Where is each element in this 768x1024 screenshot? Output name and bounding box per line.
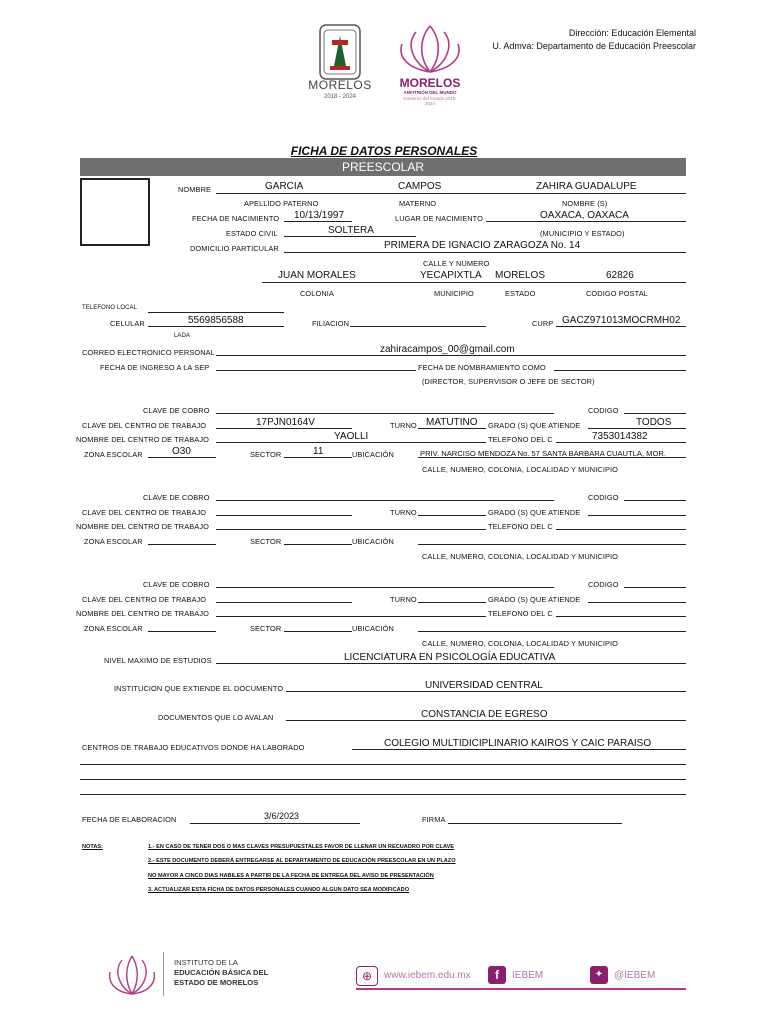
zona-label: ZONA ESCOLAR [84, 450, 143, 459]
nombre-label: NOMBRE [178, 185, 212, 194]
note-item: 1.- EN CASO DE TENER DOS O MAS CLAVES PRESUPUESTALES FAVOR DE LLENAR UN RECUADRO POR CLAVE [148, 844, 455, 850]
firma-label: FIRMA [422, 815, 446, 824]
curp-label: CURP [532, 319, 554, 328]
zona-label: ZONA ESCOLAR [84, 537, 143, 546]
grado-label: GRADO (S) QUE ATIENDE [488, 508, 581, 517]
twitter-link[interactable]: @IEBEM [614, 970, 656, 981]
celular-value[interactable]: 5569856588 [188, 315, 244, 326]
fecha-nombramiento-label: FECHA DE NOMBRAMIENTO COMO [418, 363, 546, 372]
institute-line-2: EDUCACIÓN BÁSICA DEL [174, 968, 269, 977]
colonia-value[interactable]: JUAN MORALES [278, 270, 356, 281]
brand-name: MORELOS [399, 76, 461, 90]
telefono-local-label: TELEFONO LOCAL [82, 305, 138, 311]
estado-label: ESTADO [505, 289, 536, 298]
turno-value[interactable]: MATUTINO [426, 417, 478, 428]
note-item: 3. ACTUALIZAR ESTA FICHA DE DATOS PERSONALES CUANDO ALGUN DATO SEA MODIFICADO [148, 887, 410, 893]
estado-civil-value[interactable]: SOLTERA [328, 225, 374, 236]
calle-info-label: CALLE, NUMERO, COLONIA, LOCALIDAD Y MUNICIPIO [422, 552, 619, 561]
celular-label: CELULAR [110, 319, 145, 328]
turno-label: TURNO [390, 421, 417, 430]
direccion-text: Dirección: Educación Elemental [568, 28, 696, 38]
domicilio-value[interactable]: PRIMERA DE IGNACIO ZARAGOZA No. 14 [384, 240, 581, 251]
turno-label: TURNO [390, 508, 417, 517]
curp-value[interactable]: GACZ971013MOCRMH02 [562, 315, 681, 326]
flower-icon [392, 22, 468, 78]
facebook-icon[interactable]: f [488, 966, 506, 984]
footer-logo [104, 952, 160, 998]
clave-cobro-label: CLAVE DE COBRO [143, 580, 210, 589]
telefono-centro-label: TELEFONO DEL C [488, 522, 553, 531]
nombre-centro-label: NOMBRE DEL CENTRO DE TRABAJO [76, 609, 209, 618]
codigo-label: CODIGO [588, 493, 619, 502]
footer-divider [163, 952, 164, 996]
correo-value[interactable]: zahiracampos_00@gmail.com [380, 344, 515, 355]
nombres-label: NOMBRE (S) [562, 199, 608, 208]
nombres-value[interactable]: ZAHIRA GUADALUPE [536, 181, 637, 192]
form-title: FICHA DE DATOS PERSONALES [290, 144, 478, 158]
nombre-centro-label: NOMBRE DEL CENTRO DE TRABAJO [76, 435, 209, 444]
section-band: PREESCOLAR [80, 158, 686, 176]
zona-label: ZONA ESCOLAR [84, 624, 143, 633]
zona-value[interactable]: O30 [172, 446, 191, 457]
calle-info-label: CALLE, NUMERO, COLONIA, LOCALIDAD Y MUNICIPIO [422, 639, 619, 648]
lugar-nacimiento-value[interactable]: OAXACA, OAXACA [540, 210, 629, 221]
municipio-estado-label: (MUNICIPIO Y ESTADO) [540, 229, 625, 238]
fecha-elaboracion-label: FECHA DE ELABORACION [82, 815, 177, 824]
clave-cobro-label: CLAVE DE COBRO [143, 493, 210, 502]
nombre-centro-value[interactable]: YAOLLI [334, 431, 369, 442]
clave-centro-label: CLAVE DEL CENTRO DE TRABAJO [82, 421, 207, 430]
centros-label: CENTROS DE TRABAJO EDUCATIVOS DONDE HA LABORADO [82, 743, 305, 752]
calle-info-label: CALLE, NUMERO, COLONIA, LOCALIDAD Y MUNICIPIO [422, 465, 619, 474]
apellido-paterno-label: APELLIDO PATERNO [244, 199, 319, 208]
fecha-ingreso-label: FECHA DE INGRESO A LA SEP [100, 363, 210, 372]
ubicacion-label: UBICACIÓN [352, 624, 394, 633]
state-seal-icon [300, 22, 380, 84]
lugar-nacimiento-label: LUGAR DE NACIMIENTO [395, 214, 483, 223]
estado-value[interactable]: MORELOS [495, 270, 546, 281]
facebook-link[interactable]: IEBEM [512, 970, 544, 981]
codigo-postal-label: CODIGO POSTAL [586, 289, 648, 298]
photo-box [80, 178, 150, 246]
grado-label: GRADO (S) QUE ATIENDE [488, 595, 581, 604]
clave-cobro-label: CLAVE DE COBRO [143, 406, 210, 415]
brand-sub: Gobierno del Estado 2018-2024 [403, 96, 457, 106]
telefono-centro-label: TELEFONO DEL C [488, 609, 553, 618]
nivel-label: NIVEL MAXIMO DE ESTUDIOS [104, 656, 212, 665]
filiacion-label: FILIACION [312, 319, 350, 328]
clave-centro-value[interactable]: 17PJN0164V [256, 417, 315, 428]
codigo-postal-value[interactable]: 62826 [606, 270, 634, 281]
institute-line-3: ESTADO DE MORELOS [174, 978, 259, 987]
sector-label: SECTOR [250, 537, 282, 546]
lada-label: LADA [174, 333, 191, 339]
state-logo [300, 22, 380, 112]
grado-label: GRADO (S) QUE ATIENDE [488, 421, 581, 430]
state-years: 2018 - 2024 [323, 94, 357, 100]
sector-label: SECTOR [250, 624, 282, 633]
telefono-centro-label: TELEFONO DEL C [488, 435, 553, 444]
estado-civil-label: ESTADO CIVIL [226, 229, 278, 238]
apellido-paterno-value[interactable]: GARCIA [265, 181, 304, 192]
unidad-text: U. Admva: Departamento de Educación Preescolar [492, 41, 696, 51]
sector-label: SECTOR [250, 450, 282, 459]
state-name: MORELOS [308, 78, 372, 92]
municipio-value[interactable]: YECAPIXTLA [420, 270, 482, 281]
codigo-label: CODIGO [588, 580, 619, 589]
institucion-label: INSTITUCION QUE EXTIENDE EL DOCUMENTO [114, 684, 284, 693]
web-icon[interactable]: ⊕ [356, 966, 378, 986]
institute-line-1: INSTITUTO DE LA [174, 958, 238, 967]
turno-label: TURNO [390, 595, 417, 604]
fecha-elaboracion-value[interactable]: 3/6/2023 [264, 811, 300, 821]
ubicacion-value[interactable]: PRIV. NARCISO MENDOZA No. 57 SANTA BARBARA CUAUTLA, MOR. [420, 449, 667, 458]
municipio-label: MUNICIPIO [434, 289, 474, 298]
note-item: NO MAYOR A CINCO DIAS HABILES A PARTIR DE LA FECHA DE ENTREGA DEL AVISO DE PRESENTACIÓN [148, 873, 434, 879]
brand-logo [392, 22, 468, 112]
colonia-label: COLONIA [300, 289, 334, 298]
brand-tagline: ANFITRIÓN DEL MUNDO [403, 90, 457, 95]
domicilio-label: DOMICILIO PARTICULAR [190, 244, 279, 253]
cargo-label: (DIRECTOR, SUPERVISOR O JEFE DE SECTOR) [422, 377, 595, 386]
codigo-label: CODIGO [588, 406, 619, 415]
nombre-centro-label: NOMBRE DEL CENTRO DE TRABAJO [76, 522, 209, 531]
grado-value[interactable]: TODOS [636, 417, 672, 428]
flower-icon [104, 952, 160, 998]
nivel-value[interactable]: LICENCIATURA EN PSICOLOGÍA EDUCATIVA [344, 652, 556, 663]
telefono-centro-value[interactable]: 7353014382 [592, 431, 648, 442]
centros-value[interactable]: COLEGIO MULTIDICIPLINARIO KAIROS Y CAIC PARAISO [384, 738, 652, 749]
materno-label: MATERNO [399, 199, 437, 208]
documentos-value[interactable]: CONSTANCIA DE EGRESO [421, 709, 548, 720]
sector-value[interactable]: 11 [313, 446, 324, 457]
calle-numero-label: CALLE Y NUMERO [423, 259, 490, 268]
institucion-value[interactable]: UNIVERSIDAD CENTRAL [425, 680, 543, 691]
apellido-materno-value[interactable]: CAMPOS [398, 181, 442, 192]
website-link[interactable]: www.iebem.edu.mx [384, 970, 471, 981]
twitter-icon[interactable]: ✦ [590, 966, 608, 984]
fecha-nacimiento-label: FECHA DE NACIMIENTO [192, 214, 280, 223]
clave-centro-label: CLAVE DEL CENTRO DE TRABAJO [82, 595, 207, 604]
clave-centro-label: CLAVE DEL CENTRO DE TRABAJO [82, 508, 207, 517]
fecha-nacimiento-value[interactable]: 10/13/1997 [294, 210, 345, 221]
documentos-label: DOCUMENTOS QUE LO AVALAN [158, 713, 274, 722]
ubicacion-label: UBICACIÓN [352, 450, 394, 459]
notes-label: NOTAS: [82, 844, 104, 850]
note-item: 2.- ESTE DOCUMENTO DEBERÁ ENTREGARSE AL DEPARTAMENTO DE EDUCACIÓN PREESCOLAR EN UN PLAZO [148, 858, 456, 864]
correo-label: CORREO ELECTRONICO PERSONAL [82, 348, 215, 357]
footer-social-bar [356, 964, 686, 990]
ubicacion-label: UBICACIÓN [352, 537, 394, 546]
